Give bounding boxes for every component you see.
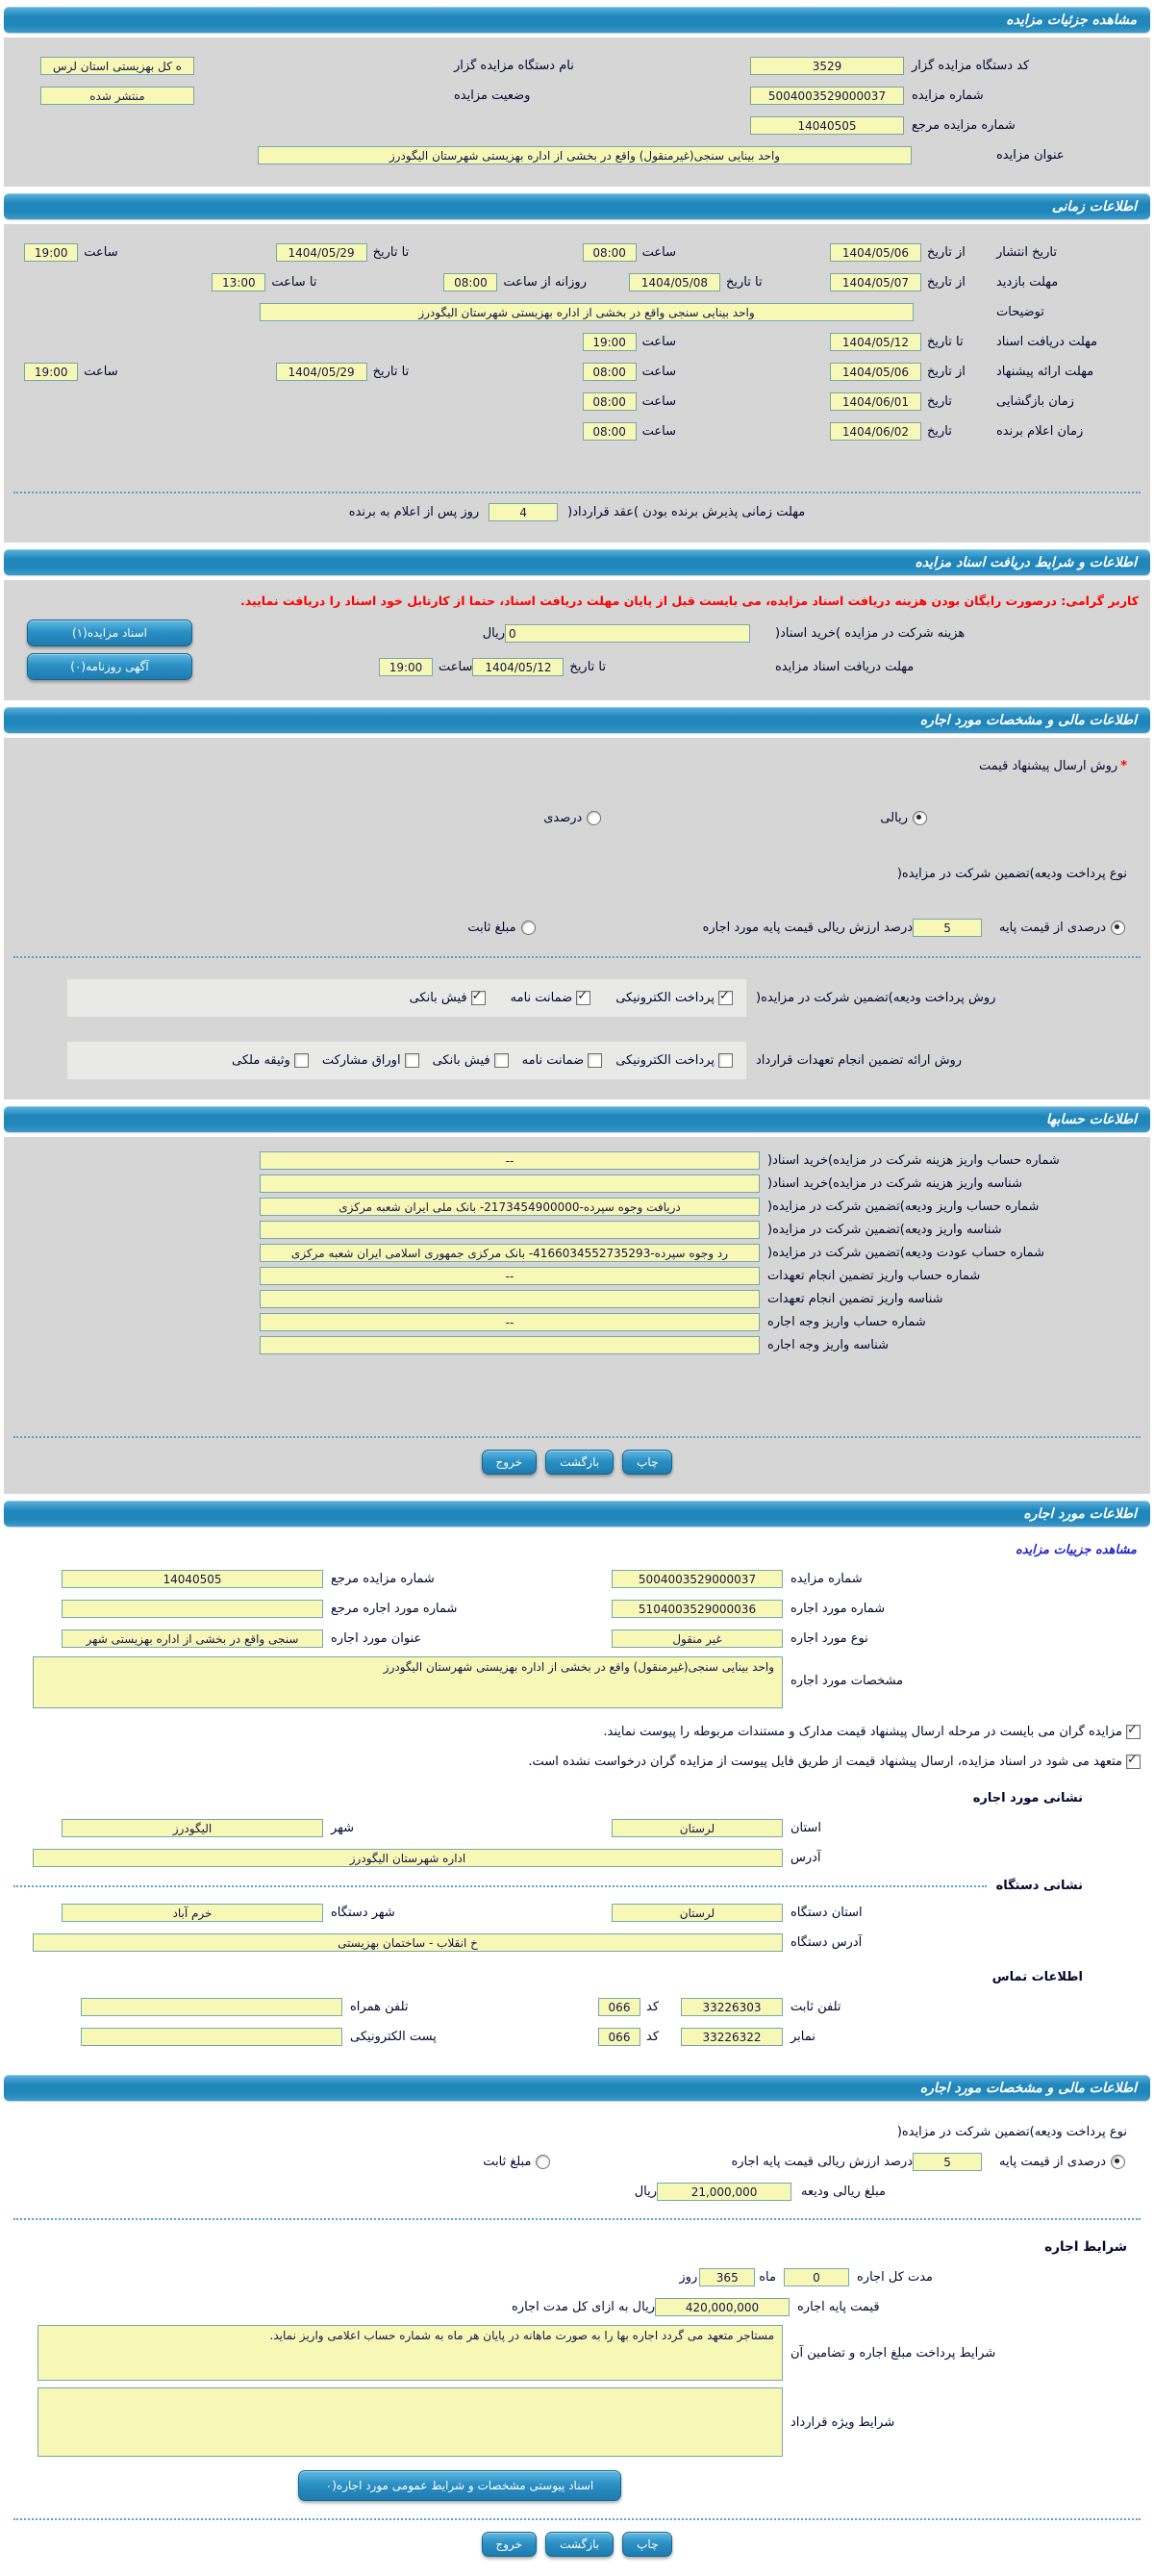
opening-date-field[interactable]: 1404/06/01 — [830, 392, 921, 411]
guarantee-option — [232, 1053, 309, 1068]
exit-button[interactable]: خروج — [482, 2532, 538, 2557]
account-row — [13, 1221, 1141, 1239]
offer-label: مهلت ارائه پیشنهاد — [996, 364, 1094, 379]
deposit-percent-field[interactable]: 5 — [913, 919, 982, 937]
lease-heading-row — [13, 2235, 1141, 2259]
auction-details-page — [0, 7, 1154, 2576]
option-label: فیش بانکی — [432, 1053, 490, 1068]
acceptance-label: مهلت زمانی پذیرش برنده بودن )عقد قرارداد( — [567, 505, 806, 519]
address-heading-row — [13, 1786, 1141, 1809]
auction-number-field[interactable]: 5004003529000037 — [750, 87, 904, 105]
deposit-type-label: نوع پرداخت ودیعه)تضمین شرکت در مزایده( — [896, 2124, 1127, 2139]
auction-subject-label: عنوان مزایده — [996, 147, 1065, 163]
month-unit-label: ماه — [759, 2269, 776, 2285]
send-method-row — [13, 754, 1141, 777]
day-unit-label: روز — [679, 2269, 698, 2285]
separator — [13, 2518, 1141, 2520]
rental-address-heading: نشانی مورد اجاره — [972, 1790, 1083, 1806]
opening-label: زمان بازگشایی — [996, 393, 1074, 409]
pay-option — [615, 991, 733, 1005]
winner-announce-row — [13, 419, 1141, 442]
guarantee-option — [322, 1053, 419, 1068]
phone-code-field[interactable]: 066 — [598, 1998, 640, 2016]
province-field[interactable]: لرستان — [612, 1819, 783, 1837]
separator — [13, 2218, 1141, 2220]
participation-bonds-checkbox[interactable] — [405, 1053, 419, 1068]
section-header-docs — [4, 549, 1150, 575]
offer-from-time-field[interactable]: 08:00 — [583, 363, 637, 381]
to-date-label: تا تاریخ — [927, 334, 964, 349]
account-field[interactable]: رد وجوه سپرده-4166034552735293- بانک مرکزی جمهوری اسلامی ایران شعبه مرکزی — [260, 1244, 760, 1262]
section-header-auction-details — [4, 7, 1150, 33]
device-address-label: آدرس دستگاه — [790, 1934, 863, 1950]
exit-button[interactable]: خروج — [482, 1450, 538, 1475]
fixed-amount-label: مبلغ ثابت — [483, 2154, 532, 2169]
deposit-type-options-row — [13, 916, 1141, 939]
to-date-label: تا تاریخ — [372, 364, 410, 379]
visit-from-date-field[interactable]: 1404/05/07 — [830, 273, 921, 291]
address-label: آدرس — [790, 1850, 821, 1865]
guarantee-method-row — [13, 1042, 1141, 1079]
back-button[interactable]: بازگشت — [545, 1450, 614, 1475]
account-field[interactable]: -- — [260, 1313, 760, 1331]
item-ref-label: شماره مورد اجاره مرجع — [331, 1601, 458, 1616]
contact-heading: اطلاعات تماس — [991, 1969, 1083, 1984]
docs-fee-field[interactable]: 0 — [505, 624, 750, 643]
special-terms-row — [13, 2387, 1141, 2457]
bank-slip-checkbox[interactable] — [471, 991, 486, 1005]
option-label: ضمانت نامه — [521, 1053, 585, 1068]
publish-to-time-field[interactable]: 19:00 — [24, 243, 78, 262]
deposit-percent-suffix: درصد ارزش ریالی قیمت پایه مورد اجاره — [702, 920, 914, 935]
guarantee-option — [522, 1053, 603, 1068]
fixed-amount-radio[interactable] — [536, 2155, 550, 2169]
city-label: شهر — [331, 1820, 355, 1835]
section-body-financial — [4, 738, 1150, 1099]
option-label: پرداخت الکترونیکی — [615, 991, 715, 1005]
separator — [13, 956, 1141, 958]
account-label: شناسه واریز ودیعه)تضمین شرکت در مزایده( — [767, 1223, 1002, 1237]
section-body-accounts — [4, 1137, 1150, 1494]
hour-label: ساعت — [641, 393, 676, 409]
phone-field[interactable]: 33226303 — [681, 1998, 783, 2016]
deposit-amount-field[interactable]: 21,000,000 — [657, 2183, 791, 2201]
deposit-type-label: نوع پرداخت ودیعه)تضمین شرکت در مزایده( — [896, 866, 1127, 881]
back-button[interactable]: بازگشت — [545, 2532, 614, 2557]
bidder-name-label: نام دستگاه مزایده گزار — [454, 58, 574, 73]
bidder-code-field[interactable]: 3529 — [750, 57, 904, 75]
notes-field[interactable]: واحد بینایی سنجی واقع در بخشی از اداره بهزیستی شهرستان الیگودرز — [260, 303, 914, 321]
guarantee-method-label: روش ارائه تضمین انجام تعهدات قرارداد — [756, 1053, 963, 1068]
bidder-code-label: کد دستگاه مزایده گزار — [912, 58, 1030, 73]
pay-terms-row — [13, 2325, 1141, 2381]
account-label: شماره حساب واریز هزینه شرکت در مزایده)خرید اسناد( — [767, 1153, 1060, 1168]
section-header-financial2 — [4, 2075, 1150, 2101]
form-actions — [13, 1450, 1141, 1475]
device-address-field[interactable]: خ انقلاب - ساختمان بهزیستی — [33, 1933, 783, 1952]
property-collateral-checkbox[interactable] — [294, 1053, 309, 1068]
attach-docs-checkbox[interactable] — [1126, 1725, 1141, 1739]
item-spec-textarea[interactable]: واحد بینایی سنجی(غیرمنقول) واقع در بخشی از اداره بهزیستی شهرستان الیگودرز — [33, 1656, 783, 1708]
from-date-label: از تاریخ — [927, 244, 966, 260]
account-field[interactable] — [260, 1174, 760, 1193]
winner-label: زمان اعلام برنده — [996, 423, 1084, 439]
mobile-field[interactable] — [81, 1998, 342, 2016]
section-header-accounts — [4, 1106, 1150, 1132]
docs-warning-text: کاربر گرامی: درصورت رایگان بودن هزینه دریافت اسناد مزایده، می بایست قبل از پایان مهلت دریافت اسناد، حتما از کارتابل خود اسناد را دریافت نمایید. — [240, 593, 1139, 608]
rial-radio[interactable] — [913, 811, 927, 825]
section-body-auction-details — [4, 38, 1150, 187]
contact-heading-row — [13, 1965, 1141, 1988]
section-title: اطلاعات مالی و مشخصات مورد اجاره — [919, 2080, 1137, 2096]
option-label: پرداخت الکترونیکی — [615, 1053, 715, 1068]
attached-documents-button[interactable]: اسناد پیوستی مشخصات و شرایط عمومی مورد اجاره(۰ — [298, 2470, 621, 2501]
rental-address-row — [13, 1846, 1141, 1869]
docs-deadline-date-field[interactable]: 1404/05/12 — [472, 658, 564, 676]
account-row — [13, 1174, 1141, 1193]
percent-option-label: درصدی — [543, 810, 583, 825]
pay-method-options — [67, 979, 746, 1017]
account-label: شناسه واریز وجه اجاره — [767, 1338, 889, 1352]
winner-time-field[interactable]: 08:00 — [583, 422, 637, 441]
phone-label: تلفن ثابت — [790, 1999, 841, 2014]
opening-time-row — [13, 390, 1141, 413]
notes-label: توضیحات — [996, 304, 1044, 319]
electronic-pay-checkbox[interactable] — [718, 991, 733, 1005]
account-field[interactable]: -- — [260, 1151, 760, 1170]
lease-price-row — [13, 2295, 1141, 2318]
special-terms-label: شرایط ویژه قرارداد — [790, 2414, 895, 2430]
deposit-percent-field[interactable]: 5 — [913, 2153, 982, 2171]
daily-from-hour-label: روزانه از ساعت — [503, 274, 587, 290]
device-province-field[interactable]: لرستان — [612, 1904, 783, 1922]
email-field[interactable] — [81, 2028, 342, 2046]
hour-label: ساعت — [439, 659, 473, 674]
section-title: اطلاعات زمانی — [1051, 198, 1137, 215]
section-header-rental — [4, 1501, 1150, 1527]
bidder-name-field[interactable]: ه کل بهزیستی استان لرس — [40, 57, 194, 75]
special-terms-textarea[interactable] — [38, 2387, 783, 2457]
publish-date-row — [13, 240, 1141, 264]
account-field[interactable]: -- — [260, 1267, 760, 1285]
publish-from-date-field[interactable]: 1404/05/06 — [830, 243, 921, 262]
to-date-label: تا تاریخ — [372, 244, 410, 260]
deposit-amount-row — [13, 2180, 1141, 2203]
device-province-row — [13, 1901, 1141, 1924]
hour-label: ساعت — [641, 334, 676, 349]
account-label: شناسه واریز تضمین انجام تعهدات — [767, 1292, 943, 1306]
to-hour-label: تا ساعت — [271, 274, 317, 290]
section-title: اطلاعات مورد اجاره — [1023, 1505, 1137, 1522]
acceptance-suffix: روز پس از اعلام به برنده — [348, 505, 480, 519]
lease-days-field[interactable]: 365 — [699, 2268, 755, 2286]
rental-province-row — [13, 1816, 1141, 1839]
print-button[interactable]: چاپ — [622, 2532, 672, 2557]
auction-ref-label: شماره مزایده مرجع — [912, 117, 1016, 133]
section-title: مشاهده جزئیات مزایده — [1006, 12, 1137, 28]
electronic-pay-checkbox[interactable] — [718, 1053, 733, 1068]
account-row — [13, 1313, 1141, 1331]
guarantee-letter-checkbox[interactable] — [576, 991, 590, 1005]
section-title: اطلاعات حسابها — [1045, 1111, 1137, 1127]
item-type-field[interactable]: غیر منقول — [612, 1629, 783, 1648]
visit-to-date-field[interactable]: 1404/05/08 — [629, 273, 720, 291]
receive-docs-date-field[interactable]: 1404/05/12 — [830, 333, 921, 351]
deposit-type-row2 — [13, 2120, 1141, 2143]
view-auction-details-link[interactable]: مشاهده جزییات مزایده — [1015, 1543, 1137, 1557]
option-label: ضمانت نامه — [510, 991, 573, 1005]
receive-docs-time-field[interactable]: 19:00 — [583, 333, 637, 351]
deposit-type-options-row2 — [13, 2150, 1141, 2173]
auction-no-label: شماره مزایده — [790, 1571, 863, 1586]
item-ref-field[interactable] — [62, 1600, 323, 1618]
auction-ref-field[interactable]: 14040505 — [62, 1570, 323, 1588]
lease-price-label: قیمت پایه اجاره — [797, 2299, 880, 2314]
separator — [13, 492, 1141, 493]
section-body-financial2 — [4, 2106, 1150, 2576]
rial-unit-label: ریال — [482, 625, 505, 641]
section-title: اطلاعات و شرایط دریافت اسناد مزایده — [915, 554, 1137, 570]
hour-label: ساعت — [84, 244, 118, 260]
section-header-financial — [4, 707, 1150, 733]
visit-daily-from-field[interactable]: 08:00 — [443, 273, 497, 291]
send-method-label: روش ارسال پیشنهاد قیمت — [978, 758, 1118, 773]
pay-method-row — [13, 979, 1141, 1017]
account-row — [13, 1290, 1141, 1308]
guarantee-option — [615, 1053, 733, 1068]
deposit-percent-suffix: درصد ارزش ریالی قیمت پایه اجاره — [731, 2154, 914, 2169]
publish-label: تاریخ انتشار — [996, 244, 1057, 260]
opening-time-field[interactable]: 08:00 — [583, 392, 637, 411]
docs-deadline-label: مهلت دریافت اسناد مزایده — [775, 659, 915, 674]
account-field[interactable] — [260, 1221, 760, 1239]
auction-subject-field[interactable]: واحد بینایی سنجی(غیرمنقول) واقع در بخشی از اداره بهزیستی شهرستان الیگودرز — [258, 146, 912, 164]
fixed-amount-radio[interactable] — [521, 921, 536, 935]
rental-number-row — [13, 1567, 1141, 1590]
auction-ref-field[interactable]: 14040505 — [750, 116, 904, 135]
publish-to-date-field[interactable]: 1404/05/29 — [276, 243, 367, 262]
auction-status-field[interactable]: منتشر شده — [40, 87, 194, 105]
section-title: اطلاعات مالی و مشخصات مورد اجاره — [919, 712, 1137, 728]
print-button[interactable]: چاپ — [622, 1450, 672, 1475]
device-address-row — [13, 1931, 1141, 1954]
guarantee-option — [433, 1053, 509, 1068]
guarantee-letter-checkbox[interactable] — [588, 1053, 602, 1068]
publish-from-time-field[interactable]: 08:00 — [583, 243, 637, 262]
city-field[interactable]: الیگودرز — [62, 1819, 323, 1837]
note2-text: متعهد می شود در اسناد مزایده، ارسال پیشنهاد قیمت از طریق فایل پیوست از مزایده گران درخواست نشده است. — [528, 1754, 1122, 1769]
account-field[interactable]: دریافت وجوه سپرده-2173454900000- بانک ملی ایران شعبه مرکزی — [260, 1198, 760, 1216]
device-address-heading-row — [13, 1879, 1141, 1893]
note1-text: مزایده گران می بایست در مرحله ارسال پیشنهاد قیمت مدارک و مستندات مربوطه را پیوست نمایند. — [603, 1724, 1122, 1739]
account-label: شماره حساب واریز ودیعه)تضمین شرکت در مزایده( — [767, 1200, 1040, 1214]
auction-status-label: وضعیت مزایده — [454, 88, 531, 103]
lease-duration-label: مدت کل اجاره — [857, 2269, 934, 2285]
account-label: شماره حساب عودت ودیعه)تضمین شرکت در مزایده( — [767, 1246, 1044, 1260]
phone-row — [13, 1995, 1141, 2018]
form-actions-bottom — [13, 2532, 1141, 2557]
hour-label: ساعت — [641, 244, 676, 260]
device-address-heading: نشانی دستگاه — [995, 1879, 1083, 1893]
account-field[interactable] — [260, 1336, 760, 1354]
item-no-field[interactable]: 5104003529000036 — [612, 1600, 783, 1618]
send-method-options-row — [13, 806, 1141, 829]
from-date-label: از تاریخ — [927, 364, 966, 379]
auction-ref-label: شماره مزایده مرجع — [331, 1571, 435, 1586]
pay-terms-textarea[interactable]: مستاجر متعهد می گردد اجاره بها را به صورت ماهانه در پایان هر ماه به شماره حساب اعلامی واریز نماید. — [38, 2325, 783, 2381]
percent-of-base-label: درصدی از قیمت پایه — [999, 920, 1106, 935]
visit-label: مهلت بازدید — [996, 274, 1059, 290]
mobile-label: تلفن همراه — [350, 1999, 409, 2014]
item-spec-label: مشخصات مورد اجاره — [790, 1674, 904, 1688]
lease-price-suffix: ریال به ازای کل مدت اجاره — [512, 2299, 655, 2314]
account-label: شناسه واریز هزینه شرکت در مزایده)خرید اسناد( — [767, 1176, 1022, 1191]
to-date-label: تا تاریخ — [569, 659, 606, 674]
pay-method-label: روش پرداخت ودیعه)تضمین شرکت در مزایده( — [756, 991, 996, 1005]
offer-to-date-field[interactable]: 1404/05/29 — [276, 363, 367, 381]
fax-label: نمابر — [790, 2029, 815, 2044]
offer-to-time-field[interactable]: 19:00 — [24, 363, 78, 381]
date-label: تاریخ — [927, 423, 952, 439]
percent-of-base-radio[interactable] — [1111, 2155, 1125, 2169]
separator — [13, 1436, 1141, 1438]
account-field[interactable] — [260, 1290, 760, 1308]
item-title-field[interactable]: سنجی واقع در بخشی از اداره بهزیستی شهر — [62, 1629, 323, 1648]
section-body-docs — [4, 580, 1150, 700]
lease-months-field[interactable]: 0 — [784, 2268, 849, 2286]
offer-deadline-row — [13, 360, 1141, 383]
rial-unit-label: ریال — [634, 2184, 658, 2199]
required-asterisk: * — [1120, 758, 1127, 773]
pay-option — [511, 991, 591, 1005]
visit-deadline-row — [13, 270, 1141, 293]
hour-label: ساعت — [84, 364, 118, 379]
receive-docs-label: مهلت دریافت اسناد — [996, 334, 1098, 349]
from-date-label: از تاریخ — [927, 274, 966, 290]
item-title-label: عنوان مورد اجاره — [331, 1630, 422, 1646]
note1-row — [13, 1720, 1141, 1743]
fax-field[interactable]: 33226322 — [681, 2028, 783, 2046]
visit-to-time-field[interactable]: 13:00 — [212, 273, 265, 291]
rental-item-no-row — [13, 1597, 1141, 1620]
province-label: استان — [790, 1820, 821, 1835]
account-row — [13, 1198, 1141, 1216]
option-label: وثیقه ملکی — [232, 1053, 290, 1068]
fixed-amount-label: مبلغ ثابت — [467, 920, 516, 935]
area-code-label: کد — [646, 1999, 660, 2014]
account-row — [13, 1336, 1141, 1354]
no-attachment-request-checkbox[interactable] — [1126, 1755, 1141, 1769]
deposit-amount-label: مبلغ ریالی ودیعه — [801, 2184, 886, 2199]
rental-type-row — [13, 1627, 1141, 1650]
lease-price-field[interactable]: 420,000,000 — [655, 2298, 790, 2316]
lease-conditions-heading: شرایط اجاره — [1044, 2239, 1127, 2255]
email-label: پست الکترونیکی — [350, 2029, 437, 2044]
offer-from-date-field[interactable]: 1404/05/06 — [830, 363, 921, 381]
newspaper-ad-button[interactable]: آگهی روزنامه(۰) — [27, 653, 192, 680]
item-type-label: نوع مورد اجاره — [790, 1630, 868, 1646]
device-city-field[interactable]: خرم آباد — [62, 1904, 323, 1922]
bank-slip-checkbox[interactable] — [494, 1053, 509, 1068]
account-label: شماره حساب واریز تضمین انجام تعهدات — [767, 1269, 981, 1283]
item-no-label: شماره مورد اجاره — [790, 1601, 886, 1616]
docs-deadline-row — [13, 653, 1141, 680]
section-body-time-info — [4, 224, 1150, 543]
note2-row — [13, 1750, 1141, 1773]
winner-date-field[interactable]: 1404/06/02 — [830, 422, 921, 441]
percent-of-base-radio[interactable] — [1111, 921, 1125, 935]
pay-option — [410, 991, 486, 1005]
hour-label: ساعت — [641, 364, 676, 379]
account-row — [13, 1151, 1141, 1170]
separator — [13, 1885, 987, 1887]
device-province-label: استان دستگاه — [790, 1905, 863, 1920]
guarantee-method-options — [67, 1042, 746, 1079]
lease-duration-row — [13, 2265, 1141, 2288]
rental-spec-row — [13, 1656, 1141, 1708]
option-label: اوراق مشارکت — [321, 1053, 401, 1068]
acceptance-deadline-row — [13, 503, 1141, 521]
attach-button-row — [13, 2470, 1141, 2501]
hour-label: ساعت — [641, 423, 676, 439]
auction-documents-button[interactable]: اسناد مزایده(۱) — [27, 619, 192, 646]
acceptance-days-field[interactable]: 4 — [489, 503, 558, 521]
to-date-label: تا تاریخ — [726, 274, 763, 290]
section-header-time-info — [4, 193, 1150, 219]
section-body-rental — [4, 1531, 1150, 2068]
rial-option-label: ریالی — [880, 810, 908, 825]
docs-deadline-time-field[interactable]: 19:00 — [379, 658, 433, 676]
option-label: فیش بانکی — [409, 991, 467, 1005]
docs-fee-row — [13, 619, 1141, 646]
docs-fee-label: هزینه شرکت در مزایده )خرید اسناد( — [775, 625, 966, 641]
fax-row — [13, 2025, 1141, 2048]
notes-row — [13, 300, 1141, 323]
date-label: تاریخ — [927, 393, 952, 409]
percent-of-base-label: درصدی از قیمت پایه — [999, 2154, 1106, 2169]
receive-docs-row — [13, 330, 1141, 353]
percent-radio[interactable] — [587, 811, 601, 825]
pay-terms-label: شرایط پرداخت مبلغ اجاره و تضامین آن — [790, 2345, 996, 2361]
account-row — [13, 1267, 1141, 1285]
account-label: شماره حساب واریز وجه اجاره — [767, 1315, 926, 1329]
fax-code-field[interactable]: 066 — [598, 2028, 640, 2046]
device-city-label: شهر دستگاه — [331, 1905, 395, 1920]
auction-number-label: شماره مزایده — [912, 88, 984, 103]
auction-no-field[interactable]: 5004003529000037 — [612, 1570, 783, 1588]
deposit-type-row — [13, 862, 1141, 885]
area-code-label: کد — [646, 2029, 660, 2044]
address-field[interactable]: اداره شهرستان الیگودرز — [33, 1849, 783, 1867]
account-row — [13, 1244, 1141, 1262]
